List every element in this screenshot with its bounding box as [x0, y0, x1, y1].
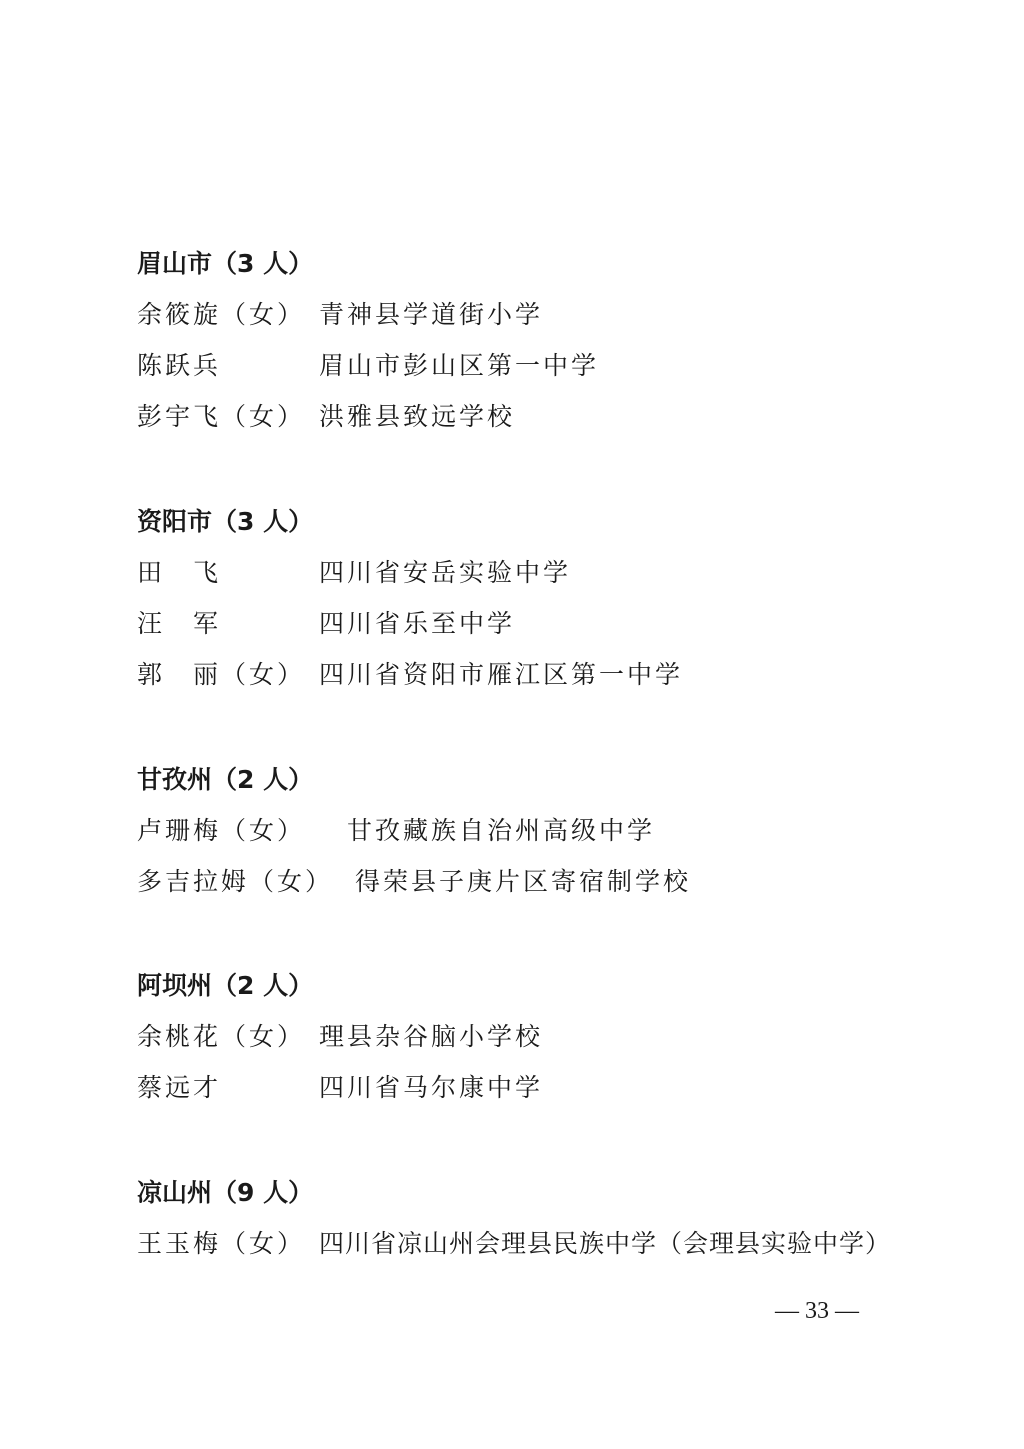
school-name: 洪雅县致远学校: [319, 402, 516, 431]
section-heading-liangshan: 凉山州（9 人）: [137, 1178, 314, 1207]
person-name: 汪 军: [137, 609, 222, 638]
person-name: 郭 丽（女）: [137, 660, 306, 689]
section-heading-meishan: 眉山市（3 人）: [137, 249, 314, 278]
person-name: 卢珊梅（女）: [137, 816, 306, 845]
school-name: 甘孜藏族自治州高级中学: [347, 816, 656, 845]
school-name: 理县杂谷脑小学校: [319, 1022, 544, 1051]
person-name: 彭宇飞（女）: [137, 402, 306, 431]
school-name: 四川省凉山州会理县民族中学（会理县实验中学）: [319, 1229, 892, 1258]
person-name: 王玉梅（女）: [137, 1229, 306, 1258]
person-name: 余筱旋（女）: [137, 300, 306, 329]
school-name: 得荣县子庚片区寄宿制学校: [355, 867, 692, 896]
person-name: 田 飞: [137, 558, 222, 587]
school-name: 四川省乐至中学: [319, 609, 516, 638]
page-number: — 33 —: [775, 1298, 859, 1324]
school-name: 四川省马尔康中学: [319, 1073, 544, 1102]
person-name: 多吉拉姆（女）: [137, 867, 334, 896]
person-name: 蔡远才: [137, 1073, 222, 1102]
section-heading-ganzi: 甘孜州（2 人）: [137, 765, 314, 794]
person-name: 余桃花（女）: [137, 1022, 306, 1051]
school-name: 青神县学道街小学: [319, 300, 544, 329]
school-name: 四川省资阳市雁江区第一中学: [319, 660, 684, 689]
person-name: 陈跃兵: [137, 351, 222, 380]
section-heading-ziyang: 资阳市（3 人）: [137, 507, 314, 536]
school-name: 四川省安岳实验中学: [319, 558, 572, 587]
school-name: 眉山市彭山区第一中学: [319, 351, 600, 380]
section-heading-aba: 阿坝州（2 人）: [137, 971, 314, 1000]
